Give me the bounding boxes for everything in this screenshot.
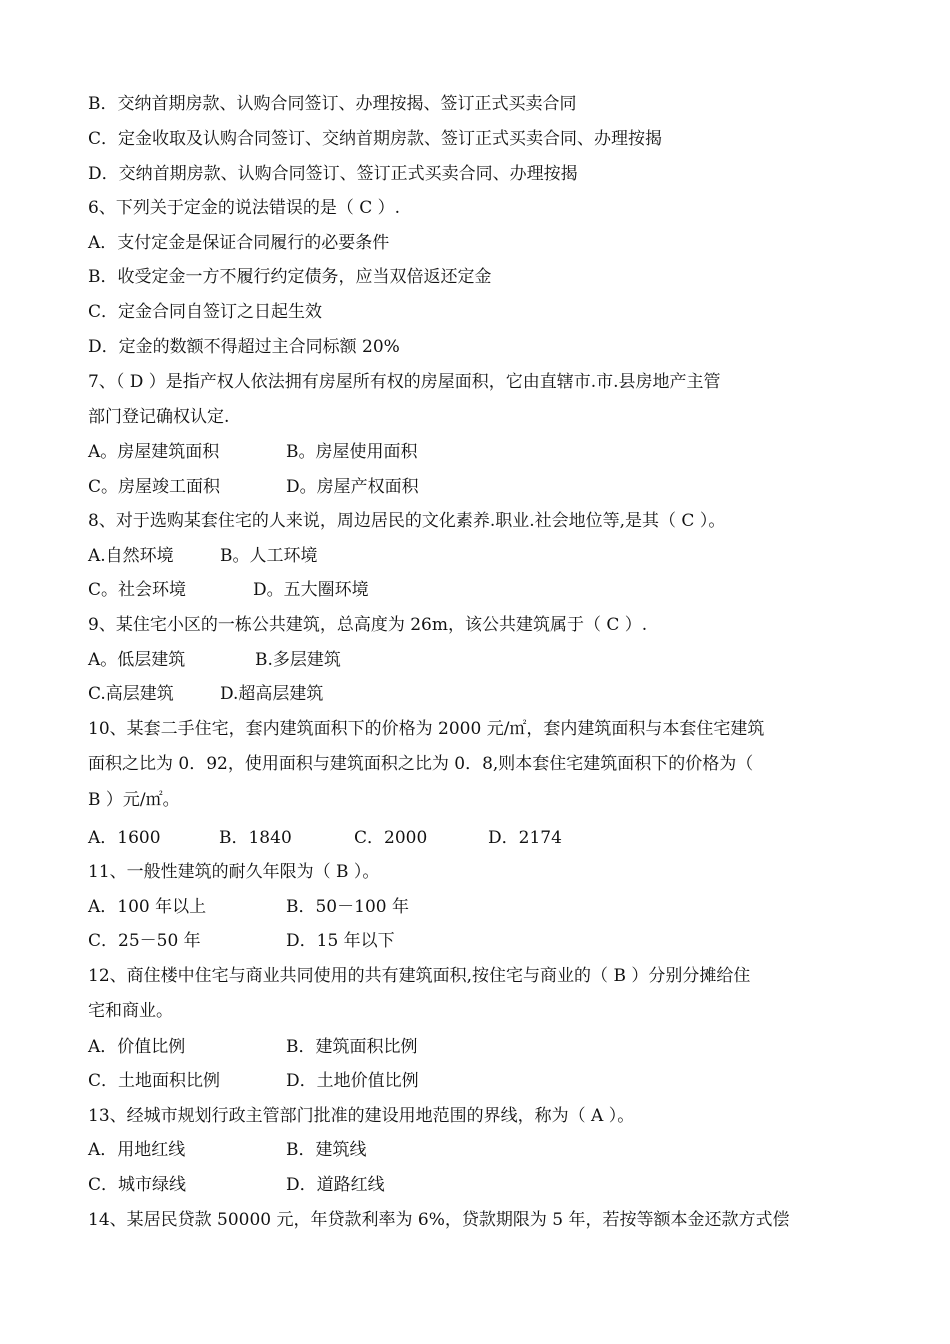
option-12c: C．土地面积比例 (88, 1071, 221, 1091)
option-11a: A．100 年以上 (88, 897, 207, 917)
option-13b: B．建筑线 (286, 1140, 367, 1160)
option-6b: B．收受定金一方不履行约定债务，应当双倍返还定金 (88, 267, 492, 287)
question-10-cont1: 面积之比为 0．92，使用面积与建筑面积之比为 0．8,则本套住宅建筑面积下的价格为（ (88, 754, 754, 774)
option-6a: A．支付定金是保证合同履行的必要条件 (88, 233, 390, 253)
option-10b: B．1840 (219, 828, 292, 848)
question-9: 9、某住宅小区的一栋公共建筑，总高度为 26m，该公共建筑属于（ C ）. (88, 615, 648, 635)
question-8: 8、对于选购某套住宅的人来说，周边居民的文化素养.职业.社会地位等,是其（ C ）。 (88, 511, 726, 531)
option-8c: C。社会环境 (88, 580, 187, 600)
option-10a: A．1600 (88, 828, 161, 848)
option-10d: D．2174 (488, 828, 562, 848)
question-7: 7、（ D ）是指产权人依法拥有房屋所有权的房屋面积，它由直辖市.市.县房地产主管 (88, 372, 721, 392)
option-12b: B．建筑面积比例 (286, 1037, 418, 1057)
option-7c: C。房屋竣工面积 (88, 477, 221, 497)
question-14: 14、某居民贷款 50000 元，年贷款利率为 6%，贷款期限为 5 年，若按等额本金还款方式偿 (88, 1210, 790, 1230)
option-13d: D．道路红线 (286, 1175, 385, 1195)
option-8d: D。五大圈环境 (253, 580, 369, 600)
option-11c: C．25－50 年 (88, 931, 201, 951)
option-10c: C．2000 (354, 828, 428, 848)
option-11d: D．15 年以下 (286, 931, 395, 951)
question-10-cont2: B ）元/㎡。 (88, 790, 180, 810)
option-5c: C．定金收取及认购合同签订、交纳首期房款、签订正式买卖合同、办理按揭 (88, 129, 663, 149)
option-7b: B。房屋使用面积 (286, 442, 418, 462)
option-11b: B．50－100 年 (286, 897, 409, 917)
options-9-row1 (88, 648, 341, 672)
question-13: 13、经城市规划行政主管部门批准的建设用地范围的界线，称为（ A ）。 (88, 1106, 635, 1126)
options-11-row2 (88, 929, 395, 953)
options-8-row1 (88, 544, 318, 568)
options-8-row2 (88, 578, 369, 602)
option-12a: A．价值比例 (88, 1037, 186, 1057)
options-12-row2 (88, 1069, 419, 1093)
option-9d: D.超高层建筑 (220, 684, 324, 704)
options-10-row (88, 826, 562, 850)
options-13-row2 (88, 1173, 385, 1197)
question-11: 11、一般性建筑的耐久年限为（ B ）。 (88, 862, 380, 882)
option-8b: B。人工环境 (220, 546, 318, 566)
option-7d: D。房屋产权面积 (286, 477, 419, 497)
options-11-row1 (88, 895, 409, 919)
option-9b: B.多层建筑 (255, 650, 341, 670)
option-5d: D．交纳首期房款、认购合同签订、签订正式买卖合同、办理按揭 (88, 164, 578, 184)
option-9c: C.高层建筑 (88, 684, 174, 704)
option-6d: D．定金的数额不得超过主合同标额 20% (88, 337, 400, 357)
options-7-row1 (88, 440, 418, 464)
option-12d: D．土地价值比例 (286, 1071, 419, 1091)
option-7a: A。房屋建筑面积 (88, 442, 220, 462)
options-12-row1 (88, 1035, 418, 1059)
option-6c: C．定金合同自签订之日起生效 (88, 302, 323, 322)
question-12-cont: 宅和商业。 (88, 1001, 173, 1021)
option-13c: C．城市绿线 (88, 1175, 187, 1195)
option-13a: A．用地红线 (88, 1140, 186, 1160)
options-13-row1 (88, 1138, 367, 1162)
question-6: 6、下列关于定金的说法错误的是（ C ）. (88, 198, 401, 218)
options-7-row2 (88, 475, 419, 499)
question-12: 12、商住楼中住宅与商业共同使用的共有建筑面积,按住宅与商业的（ B ）分别分摊给住 (88, 966, 751, 986)
options-9-row2 (88, 682, 323, 706)
question-10: 10、某套二手住宅，套内建筑面积下的价格为 2000 元/㎡，套内建筑面积与本套住宅建筑 (88, 719, 765, 739)
option-5b: B．交纳首期房款、认购合同签订、办理按揭、签订正式买卖合同 (88, 94, 577, 114)
option-8a: A.自然环境 (88, 546, 174, 566)
option-9a: A。低层建筑 (88, 650, 186, 670)
question-7-cont: 部门登记确权认定. (88, 407, 230, 427)
